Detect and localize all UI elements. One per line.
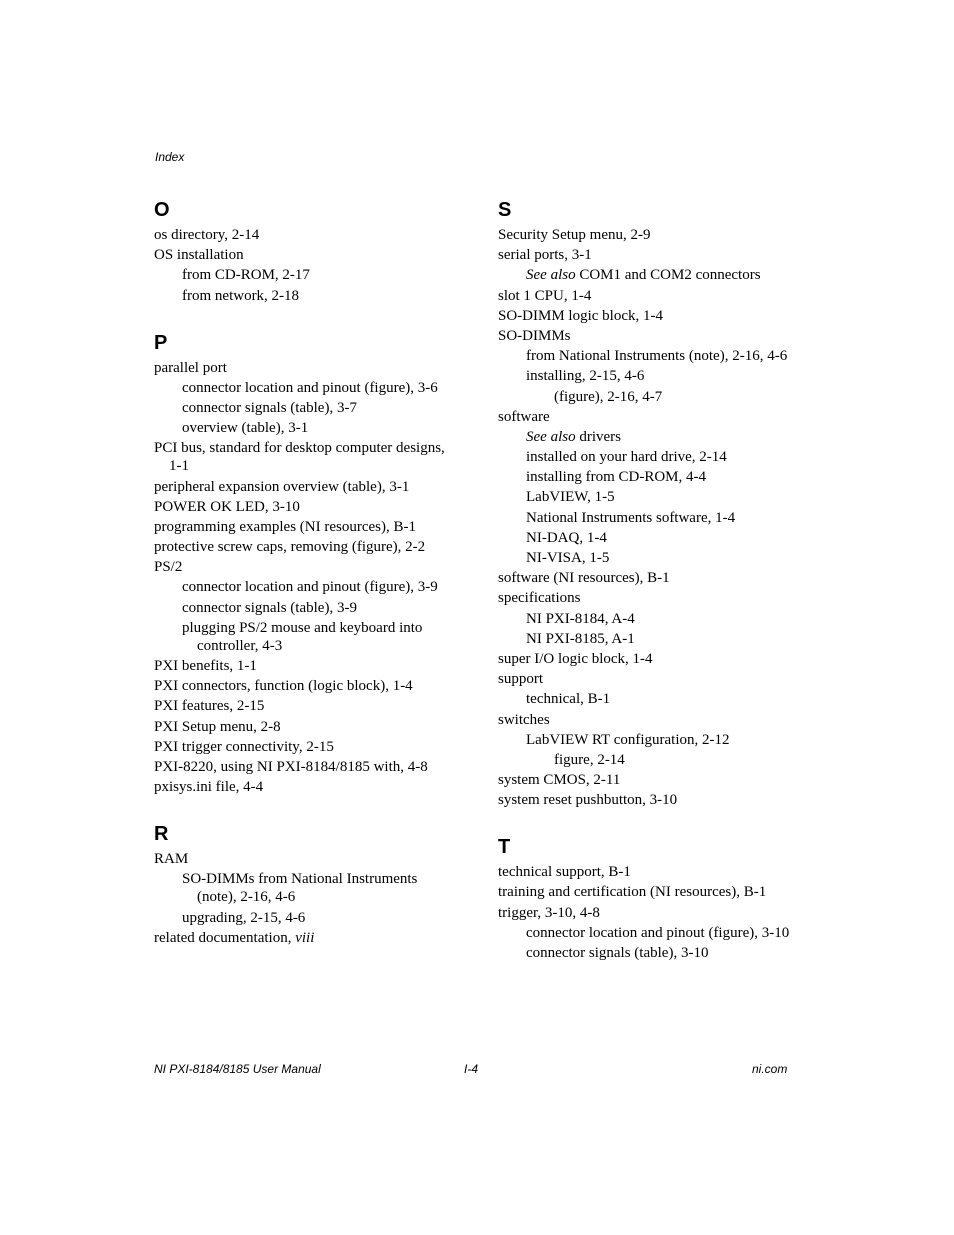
entry-text: from CD-ROM, 2-17: [182, 267, 310, 284]
index-entry: [154, 870, 454, 906]
entry-text: SO-DIMMs from National Instruments (note), 2-16, 4-6: [182, 871, 418, 906]
index-entry: [154, 738, 454, 756]
index-entry: [498, 266, 798, 284]
entry-text: (figure), 2-16, 4-7: [554, 388, 663, 405]
index-entry: [498, 428, 798, 446]
section-letter: S: [498, 199, 512, 221]
index-column-left: [154, 198, 454, 973]
entry-text: figure, 2-14: [554, 751, 625, 768]
index-entry: [154, 287, 454, 305]
entry-text: connector signals (table), 3-7: [182, 399, 357, 416]
entry-text: SO-DIMMs: [498, 327, 571, 344]
entry-text: PXI trigger connectivity, 2-15: [154, 738, 334, 755]
index-entry: [154, 266, 454, 284]
entry-text: os directory, 2-14: [154, 227, 260, 243]
entry-text: POWER OK LED, 3-10: [154, 498, 300, 515]
entry-text: PS/2: [154, 559, 183, 576]
entry-text: from network, 2-18: [182, 287, 300, 304]
section-letter: R: [154, 823, 169, 846]
entry-text: programming examples (NI resources), B-1: [154, 518, 417, 535]
entry-text: serial ports, 3-1: [498, 247, 592, 264]
index-entry: [154, 498, 454, 516]
entry-text: RAM: [154, 851, 189, 868]
index-entry: [154, 758, 454, 776]
index-entry: [154, 379, 454, 397]
index-section-s: [498, 198, 798, 809]
index-entry: [154, 657, 454, 675]
entry-text: specifications: [498, 590, 581, 607]
entry-text: super I/O logic block, 1-4: [498, 650, 653, 667]
index-entry: [498, 488, 798, 506]
index-entry: [498, 307, 798, 325]
index-entry: [154, 399, 454, 417]
index-entry: [498, 883, 798, 901]
index-entry: [498, 287, 798, 305]
footer-manual-title: NI PXI-8184/8185 User Manual: [154, 1062, 321, 1076]
entry-text: NI-VISA, 1-5: [526, 550, 610, 566]
index-entry: [154, 599, 454, 617]
index-entry: [498, 924, 798, 942]
entry-text: connector location and pinout (figure), 3-10: [526, 924, 790, 941]
entry-text: software: [498, 408, 550, 425]
index-entry: [154, 419, 454, 437]
entry-text: PXI connectors, function (logic block), 1-4: [154, 678, 413, 695]
entry-text: trigger, 3-10, 4-8: [498, 904, 600, 921]
entry-text: connector location and pinout (figure), 3-6: [182, 379, 438, 396]
index-entry: [498, 408, 798, 426]
index-column-right: [498, 198, 798, 988]
index-entry: [498, 610, 798, 628]
index-entry: [154, 359, 454, 377]
index-entry: [498, 751, 798, 769]
index-entry: [498, 388, 798, 406]
entry-text: PXI features, 2-15: [154, 698, 265, 715]
index-entry: [154, 778, 454, 796]
index-entry: [498, 529, 798, 547]
index-entry: [154, 578, 454, 596]
entry-text: LabVIEW RT configuration, 2-12: [526, 731, 730, 748]
index-entry: [498, 367, 798, 385]
entry-text: peripheral expansion overview (table), 3-1: [154, 478, 410, 495]
entry-text: NI PXI-8184, A-4: [526, 610, 635, 627]
index-entry: [498, 327, 798, 345]
index-section-t: [498, 835, 798, 962]
index-entry: [154, 909, 454, 927]
index-section-r: [154, 822, 454, 947]
entry-text: switches: [498, 711, 550, 728]
index-entry: [498, 549, 798, 567]
entry-text: parallel port: [154, 359, 227, 376]
entry-text: NI PXI-8185, A-1: [526, 630, 635, 647]
index-entry: [154, 538, 454, 556]
entry-text: technical, B-1: [526, 691, 611, 708]
entry-text: OS installation: [154, 247, 244, 264]
index-entry: [498, 246, 798, 264]
index-entry: [154, 850, 454, 868]
entry-text: connector signals (table), 3-10: [526, 945, 709, 961]
index-entry: [498, 863, 798, 881]
index-entry: [154, 439, 454, 475]
entry-text: PCI bus, standard for desktop computer designs, 1-1: [154, 440, 445, 475]
index-entry: [154, 929, 454, 947]
index-entry: [154, 246, 454, 264]
index-entry: [498, 904, 798, 922]
index-entry: [498, 944, 798, 962]
index-entry: [498, 569, 798, 587]
index-entry: [154, 619, 454, 655]
index-entry: [498, 690, 798, 708]
entry-text: Security Setup menu, 2-9: [498, 227, 651, 243]
entry-text: PXI Setup menu, 2-8: [154, 718, 281, 735]
index-entry: [498, 589, 798, 607]
footer-page-number: I-4: [464, 1062, 479, 1076]
index-entry: [498, 630, 798, 648]
section-letter: O: [154, 199, 170, 221]
index-section-p: [154, 331, 454, 797]
entry-text: technical support, B-1: [498, 864, 631, 881]
index-entry: [154, 677, 454, 695]
index-entry: [154, 697, 454, 715]
index-entry: [498, 791, 798, 809]
entry-text: connector location and pinout (figure), 3-9: [182, 579, 438, 596]
section-letter: P: [154, 331, 168, 354]
entry-text: system reset pushbutton, 3-10: [498, 792, 678, 809]
entry-text: from National Instruments (note), 2-16, 4-6: [526, 348, 788, 365]
index-entry: [154, 518, 454, 536]
index-entry: [498, 670, 798, 688]
index-entry: [154, 718, 454, 736]
entry-text: installing, 2-15, 4-6: [526, 368, 645, 385]
entry-text: protective screw caps, removing (figure), 2-2: [154, 539, 426, 556]
index-entry: [154, 558, 454, 576]
index-entry: [498, 226, 798, 244]
index-entry: [498, 468, 798, 486]
entry-text: COM1 and COM2 connectors: [575, 267, 761, 284]
entry-text: training and certification (NI resources), B-1: [498, 884, 767, 901]
entry-text: LabVIEW, 1-5: [526, 489, 615, 506]
entry-text: overview (table), 3-1: [182, 420, 309, 437]
entry-text: slot 1 CPU, 1-4: [498, 287, 592, 304]
entry-text: NI-DAQ, 1-4: [526, 529, 607, 546]
index-entry: [498, 448, 798, 466]
index-entry: [498, 650, 798, 668]
running-header: Index: [155, 150, 185, 164]
entry-text: PXI-8220, using NI PXI-8184/8185 with, 4-8: [154, 758, 428, 775]
entry-text: PXI benefits, 1-1: [154, 658, 257, 674]
see-also-label: See also: [526, 267, 576, 284]
entry-text: upgrading, 2-15, 4-6: [182, 909, 306, 926]
entry-text: connector signals (table), 3-9: [182, 599, 357, 616]
index-section-o: [154, 198, 454, 305]
entry-text: National Instruments software, 1-4: [526, 509, 736, 526]
see-also-label: See also: [526, 428, 576, 445]
entry-text: SO-DIMM logic block, 1-4: [498, 307, 663, 324]
entry-text: plugging PS/2 mouse and keyboard into controller, 4-3: [182, 619, 423, 654]
entry-text: pxisys.ini file, 4-4: [154, 779, 264, 796]
entry-page-ref: viii: [295, 929, 315, 946]
section-letter: T: [498, 836, 511, 859]
index-entry: [498, 771, 798, 789]
entry-text: software (NI resources), B-1: [498, 570, 670, 587]
index-entry: [154, 478, 454, 496]
entry-text: drivers: [575, 428, 621, 445]
index-entry: [154, 226, 454, 244]
entry-text: installing from CD-ROM, 4-4: [526, 469, 706, 486]
entry-text: support: [498, 671, 543, 688]
entry-text: installed on your hard drive, 2-14: [526, 449, 727, 466]
index-entry: [498, 347, 798, 365]
entry-text: system CMOS, 2-11: [498, 772, 621, 789]
index-entry: [498, 731, 798, 749]
index-entry: [498, 509, 798, 527]
footer-website: ni.com: [752, 1062, 788, 1076]
index-entry: [498, 711, 798, 729]
entry-text: related documentation,: [154, 929, 296, 946]
